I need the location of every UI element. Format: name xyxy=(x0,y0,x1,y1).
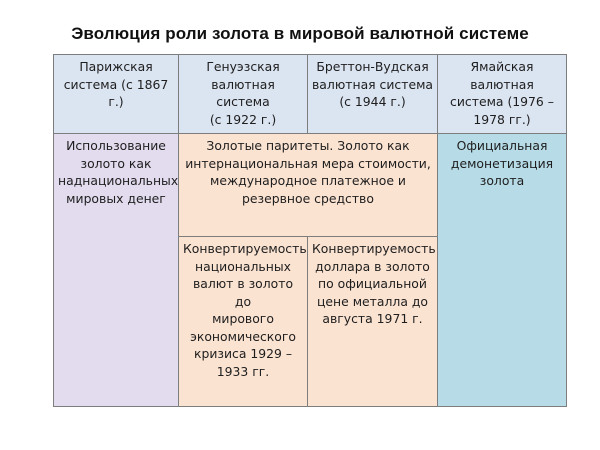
bretton-woods-convertibility-cell: Конвертируемость доллара в золото по официальной цене металла до августа 1971 г. xyxy=(307,236,438,407)
paris-gold-role: Использование золото как наднациональных мировых денег xyxy=(53,133,179,407)
gold-parities-cell: Золотые паритеты. Золото как интернациональная мера стоимости, международное платежное и резервное средство xyxy=(178,133,438,237)
header-paris-system: Парижская система (с 1867 г.) xyxy=(53,54,179,134)
genoa-convertibility-cell: Конвертируемость национальных валют в золото до мирового экономического кризиса 1929 – 1933 гг. xyxy=(178,236,308,407)
page-title: Эволюция роли золота в мировой валютной системе xyxy=(71,24,529,43)
jamaica-gold-role: Официальная демонетизация золота xyxy=(437,133,567,407)
header-genoa-system: Генуэзская валютная система (с 1922 г.) xyxy=(178,54,308,134)
header-jamaica-system: Ямайская валютная система (1976 – 1978 гг.) xyxy=(437,54,567,134)
header-bretton-woods-system: Бреттон-Вудская валютная система (с 1944 г.) xyxy=(307,54,438,134)
